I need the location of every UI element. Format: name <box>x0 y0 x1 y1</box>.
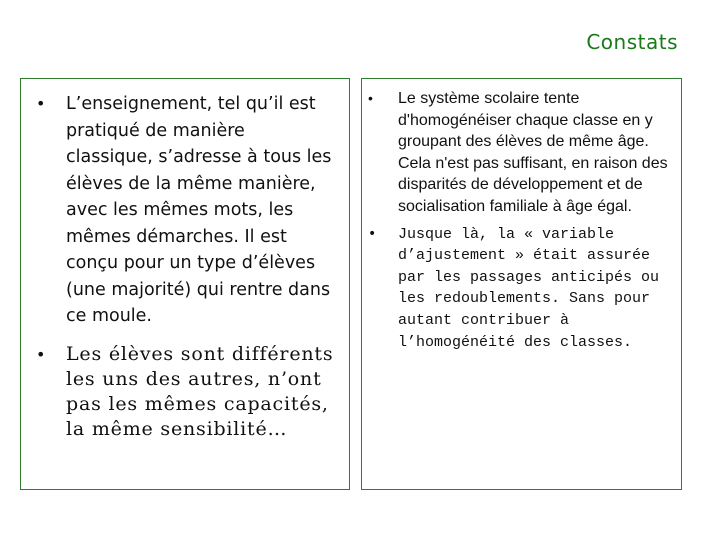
right-bullet-item <box>368 224 682 354</box>
bullet-icon: • <box>368 225 377 242</box>
left-bullet-item <box>36 91 336 330</box>
right-text-box <box>361 78 682 490</box>
left-bullet-item <box>36 342 336 442</box>
left-bullet-text: Les élèves sont différents les uns des autres, n’ont pas les mêmes capacités, la même sensibilité… <box>66 342 334 440</box>
left-text-box <box>20 78 350 490</box>
bullet-icon: • <box>368 90 373 106</box>
bullet-icon: • <box>36 344 47 364</box>
left-bullet-list <box>21 91 349 442</box>
bullet-icon: • <box>36 94 46 113</box>
right-bullet-list <box>362 88 681 353</box>
right-bullet-text: Jusque là, la « variable d’ajustement » était assurée par les passages anticipés ou les redoublements. Sans pour autant contribuer à l’homogénéité des classes. <box>398 225 660 351</box>
right-bullet-text: Le système scolaire tente d'homogénéiser chaque classe en y groupant des élèves de même âge. Cela n'est pas suffisant, en raison des disparités de développement et de socialisation familiale à âge égal. <box>398 90 668 215</box>
slide-title: Constats <box>586 30 678 54</box>
right-bullet-item <box>368 88 680 218</box>
left-bullet-text: L’enseignement, tel qu’il est pratiqué de manière classique, s’adresse à tous les élèves de la même manière, avec les mêmes mots, les mêmes démarches. Il est conçu pour un type d’élèves (une majorité) qui rentre dans ce moule. <box>66 94 332 326</box>
